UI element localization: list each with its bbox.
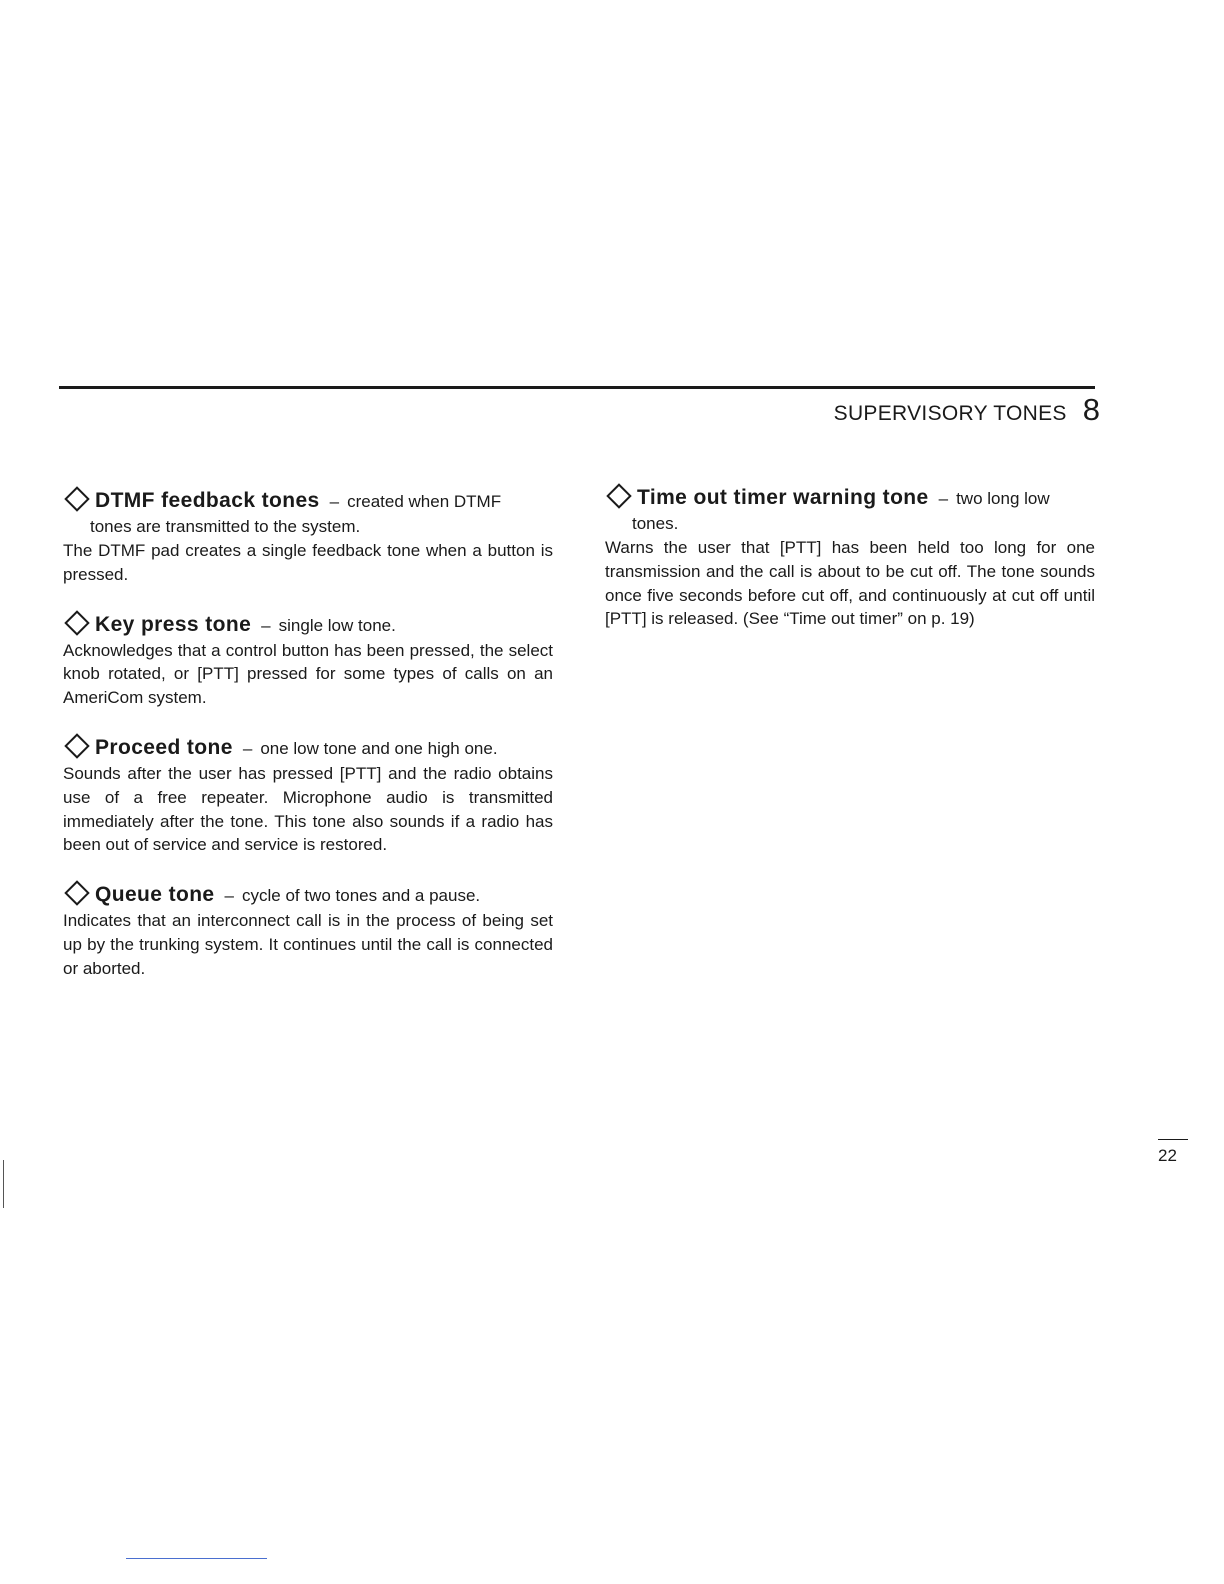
heading-dash: – <box>261 615 271 635</box>
section-proceed-tone <box>63 735 553 857</box>
section-key-press-tone <box>63 612 553 710</box>
heading-dash: – <box>329 492 340 511</box>
heading-dash: – <box>242 738 253 758</box>
diamond-bullet-icon <box>64 733 89 758</box>
heading-dash: – <box>938 489 949 508</box>
chapter-number: 8 <box>1082 392 1100 427</box>
section-dtmf-feedback-tones <box>63 488 553 587</box>
diamond-bullet-icon <box>64 610 89 635</box>
section-heading: DTMF feedback tones <box>95 489 320 512</box>
section-heading: Queue tone <box>95 883 215 907</box>
section-time-out-timer-warning-tone <box>605 485 1095 631</box>
section-body: Sounds after the user has pressed [PTT] and the radio obtains use of a free repeater. Microphone audio is transmitted immediately after the tone. This tone also sounds if a radio has been out of service and service is restored. <box>63 763 553 855</box>
section-summary: cycle of two tones and a pause. <box>241 886 481 906</box>
page-number: 22 <box>1158 1146 1177 1165</box>
diamond-bullet-icon <box>606 483 631 508</box>
section-body: Indicates that an interconnect call is in the process of being set up by the trunking system. It continues until the call is connected or aborted. <box>63 911 553 978</box>
section-body: Warns the user that [PTT] has been held too long for one transmission and the call is about to be cut off. The tone sounds once five seconds before cut off, and continuously at cut off until [PTT] is released. (See “Time out timer” on p. 19) <box>605 538 1095 629</box>
section-summary-continued: tones. <box>632 514 679 533</box>
diamond-bullet-icon <box>64 486 89 511</box>
page-header <box>834 392 1100 428</box>
bottom-underline <box>126 1558 267 1559</box>
right-column <box>605 485 1095 656</box>
section-summary: created when DTMF <box>347 492 502 511</box>
section-summary-continued: tones are transmitted to the system. <box>90 517 361 536</box>
section-summary: one low tone and one high one. <box>260 738 498 758</box>
page-number-rule <box>1158 1139 1188 1140</box>
section-body: Acknowledges that a control button has been pressed, the select knob rotated, or [PTT] pressed for some types of calls on an AmeriCom system. <box>63 640 553 708</box>
section-queue-tone <box>63 882 553 980</box>
section-title: SUPERVISORY TONES <box>833 402 1067 425</box>
section-heading: Key press tone <box>95 612 252 636</box>
margin-line <box>3 1160 4 1208</box>
diamond-bullet-icon <box>64 880 89 905</box>
section-heading: Proceed tone <box>95 735 233 759</box>
section-heading: Time out timer warning tone <box>637 486 929 509</box>
left-column <box>63 488 553 1006</box>
section-body: The DTMF pad creates a single feedback tone when a button is pressed. <box>63 541 553 584</box>
header-rule <box>59 386 1095 389</box>
section-summary: single low tone. <box>278 615 396 635</box>
section-summary: two long low <box>956 489 1050 508</box>
heading-dash: – <box>224 886 234 906</box>
